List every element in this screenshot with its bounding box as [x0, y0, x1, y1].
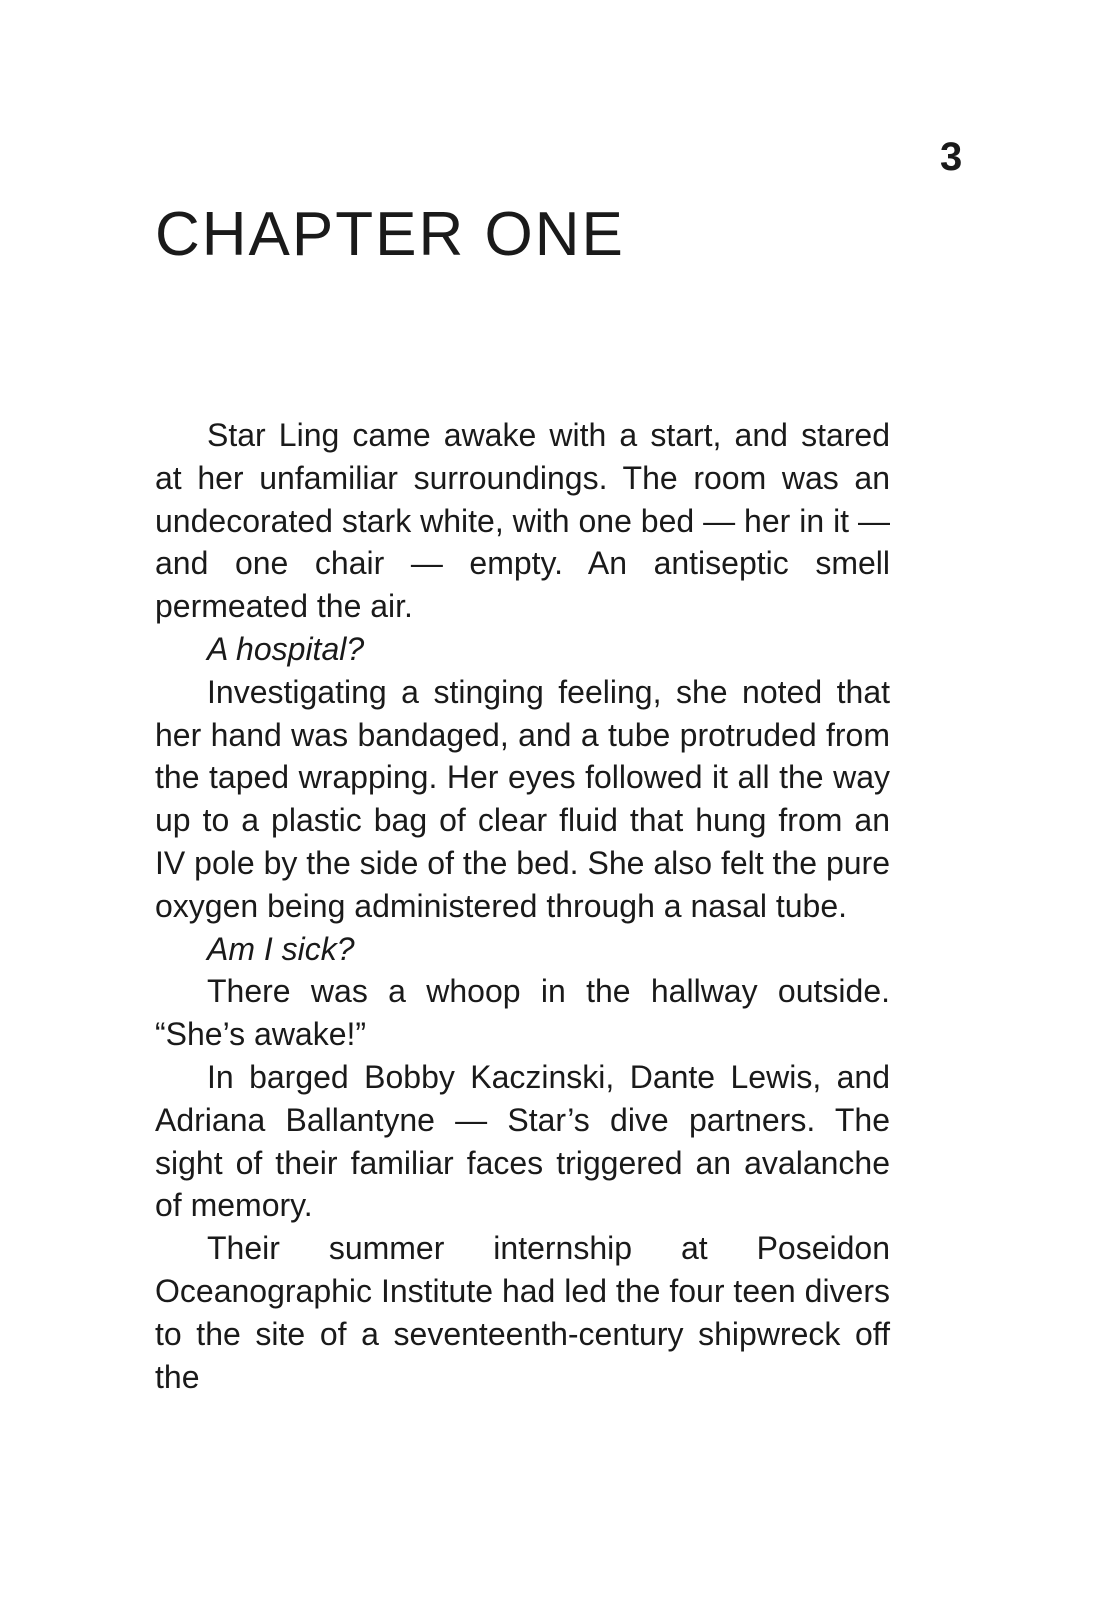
paragraph: In barged Bobby Kaczinski, Dante Lewis, and Adriana Ballantyne — Star’s dive partners. The sight of their familiar faces triggered an avalanche of memory. — [155, 1058, 890, 1224]
body-text — [155, 414, 890, 1398]
chapter-title: CHAPTER ONE — [155, 200, 625, 269]
paragraph: Star Ling came awake with a start, and stared at her unfamiliar surroundings. The room was an undecorated stark white, with one bed — her in it — and one chair — empty. An antiseptic smell permeated the air. — [155, 417, 890, 625]
paragraph: There was a whoop in the hallway outside. “She’s awake!” — [155, 973, 890, 1053]
paragraph-thought: A hospital? — [207, 630, 365, 667]
paragraph: Their summer internship at Poseidon Oceanographic Institute had led the four teen divers to the site of a seventeenth-century shipwreck off the — [155, 1230, 890, 1395]
paragraph: Investigating a stinging feeling, she noted that her hand was bandaged, and a tube protruded from the taped wrapping. Her eyes followed it all the way up to a plastic bag of clear fluid that hung from an IV pole by the side of the bed. She also felt the pure oxygen being administered through a nasal tube. — [155, 673, 890, 924]
page-number: 3 — [940, 135, 963, 179]
paragraph-thought: Am I sick? — [207, 930, 355, 967]
